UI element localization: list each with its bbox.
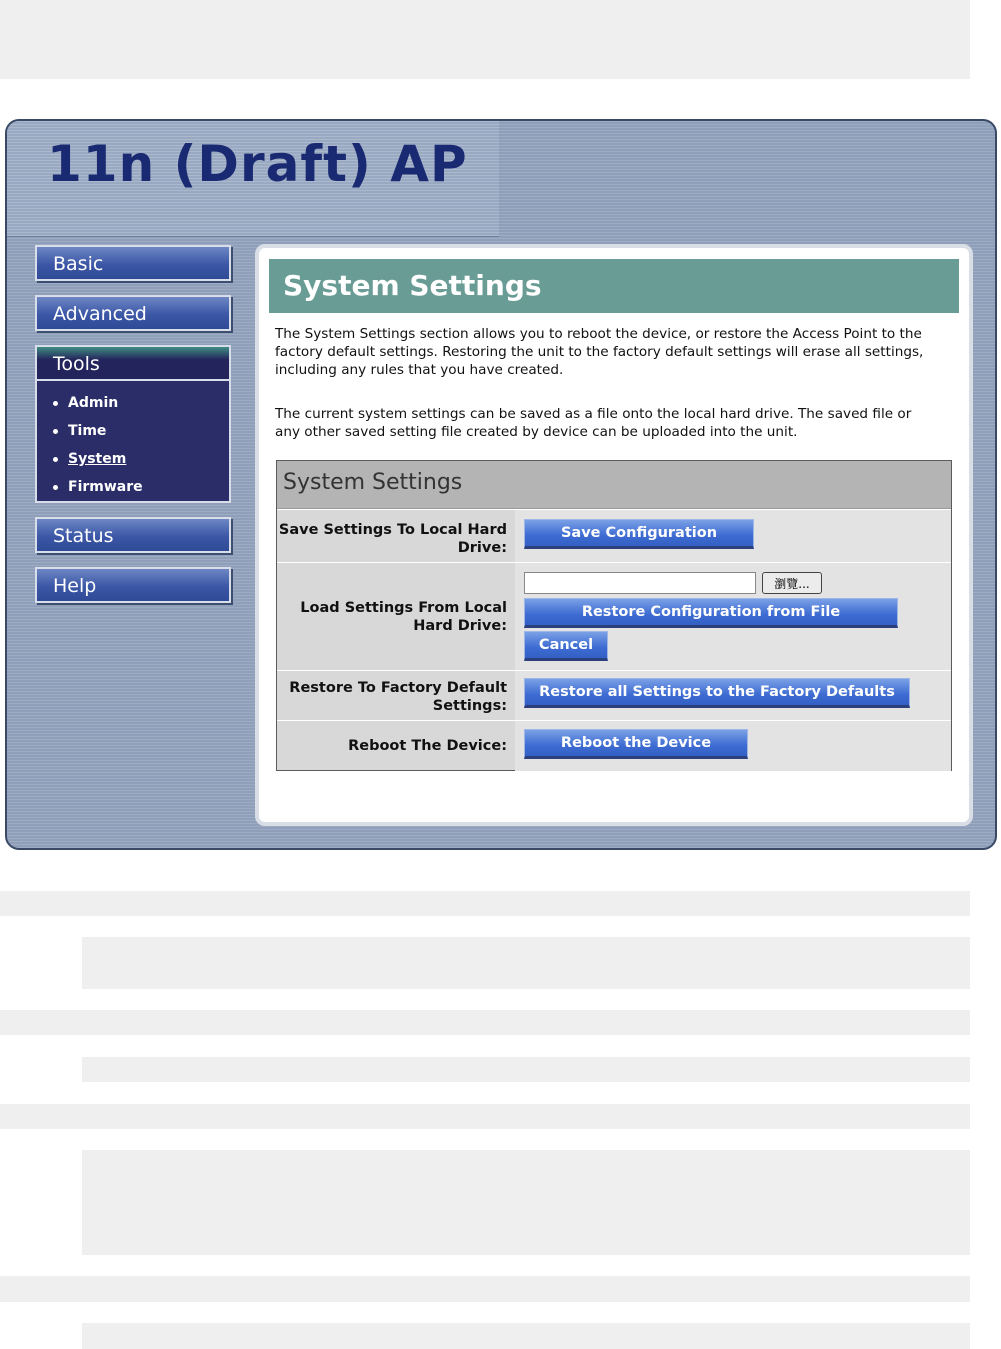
load-settings-label: Load Settings From Local Hard Drive:	[300, 600, 507, 634]
nav-help-button[interactable]: Help	[35, 567, 231, 603]
reboot-device-button[interactable]: Reboot the Device	[524, 729, 748, 759]
system-settings-box	[276, 460, 952, 771]
bullet-icon	[53, 457, 58, 462]
browse-button[interactable]: 瀏覽...	[762, 572, 822, 594]
page-band	[82, 1323, 970, 1349]
description-save-load: The current system settings can be saved as a file onto the local hard drive. The saved file or any other saved setting file created by device can be uploaded into the unit.	[275, 406, 912, 440]
page-band	[0, 891, 970, 916]
bullet-icon	[53, 485, 58, 490]
submenu-item-time[interactable]: Time	[53, 417, 229, 445]
page-band	[82, 1150, 970, 1255]
app-title: 11n (Draft) AP	[47, 135, 468, 193]
load-settings-value	[515, 563, 951, 671]
factory-default-value	[515, 671, 951, 721]
bullet-icon	[53, 401, 58, 406]
factory-default-label: Restore To Factory Default Settings:	[289, 680, 507, 714]
bullet-icon	[53, 429, 58, 434]
save-settings-value	[515, 510, 951, 563]
nav-tools-header[interactable]: Tools	[37, 347, 229, 381]
content-panel	[255, 244, 973, 826]
factory-default-row	[277, 670, 951, 721]
file-path-input[interactable]	[524, 572, 756, 594]
description-reboot-restore: The System Settings section allows you to reboot the device, or restore the Access Point to the factory default settings. Restoring the unit to the factory default settings will erase all settings, including any rules that you have created.	[275, 326, 924, 378]
box-title: System Settings	[277, 461, 951, 509]
reboot-value	[515, 721, 951, 771]
nav-advanced-button[interactable]: Advanced	[35, 295, 231, 331]
router-ui-frame	[5, 119, 997, 850]
save-configuration-button[interactable]: Save Configuration	[524, 519, 754, 549]
submenu-item-firmware[interactable]: Firmware	[53, 473, 229, 501]
submenu-item-admin[interactable]: Admin	[53, 389, 229, 417]
nav-status-button[interactable]: Status	[35, 517, 231, 553]
submenu-item-system[interactable]: System	[53, 445, 229, 473]
page-band	[0, 1010, 970, 1035]
cancel-button[interactable]: Cancel	[524, 631, 608, 661]
restore-factory-defaults-button[interactable]: Restore all Settings to the Factory Defaults	[524, 678, 910, 708]
nav-tools-group	[35, 345, 231, 503]
reboot-label: Reboot The Device:	[348, 738, 507, 754]
reboot-row	[277, 720, 951, 771]
save-settings-label: Save Settings To Local Hard Drive:	[278, 522, 507, 556]
page-band	[0, 1276, 970, 1302]
page-band	[82, 1057, 970, 1082]
nav-basic-button[interactable]: Basic	[35, 245, 231, 281]
tools-submenu	[37, 381, 229, 501]
page-band	[82, 937, 970, 989]
load-settings-row	[277, 562, 951, 671]
page-band	[0, 1104, 970, 1129]
page-title: System Settings	[269, 259, 959, 313]
restore-configuration-button[interactable]: Restore Configuration from File	[524, 598, 898, 628]
save-settings-row	[277, 509, 951, 563]
page-band-top	[0, 0, 970, 79]
banner	[7, 121, 499, 237]
